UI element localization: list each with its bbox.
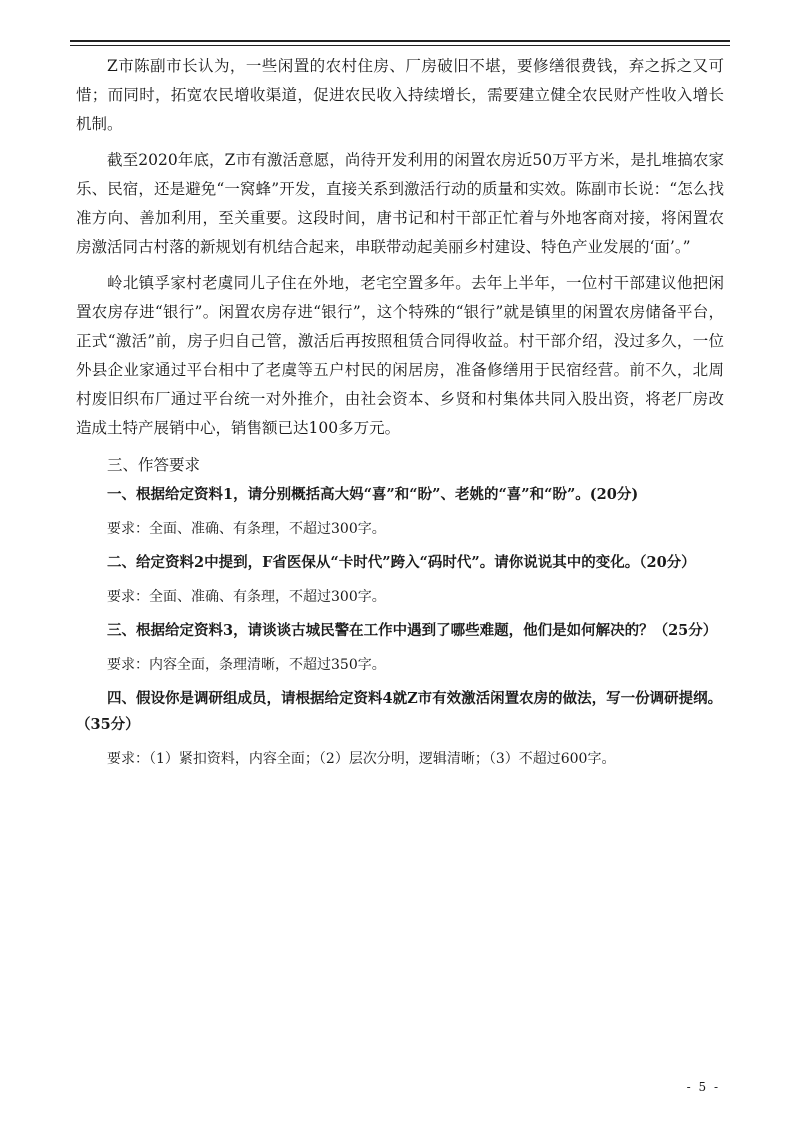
paragraph: 岭北镇孚家村老虞同儿子住在外地，老宅空置多年。去年上半年，一位村干部建议他把闲置农房存进“银行”。闲置农房存进“银行”，这个特殊的“银行”就是镇里的闲置农房储备平台，正式“激活”前，房子归自己管，激活后再按照租赁合同得收益。村干部介绍，没过多久，一位外县企业家通过平台相中了老虞等五户村民的闲居房，准备修缮用于民宿经营。前不久，北周村废旧织布厂通过平台统一对外推介，由社会资本、乡贤和村集体共同入股出资，将老厂房改造成土特产展销中心，销售额已达100多万元。 xyxy=(76,274,724,437)
question-2: 二、给定资料2中提到，F省医保从“卡时代”跨入“码时代”。请你说说其中的变化。（20分） xyxy=(107,554,696,571)
paragraph: Z市陈副市长认为，一些闲置的农村住房、厂房破旧不堪，要修缮很费钱，弃之拆之又可惜；而同时，拓宽农民增收渠道，促进农民收入持续增长，需要建立健全农民财产性收入增长机制。 xyxy=(76,57,724,133)
question-3-requirement: 要求：内容全面，条理清晰，不超过350字。 xyxy=(107,657,386,673)
document-body xyxy=(76,52,724,772)
header-rule-thick xyxy=(70,40,730,42)
header-rule-thin xyxy=(70,45,730,46)
question-2-requirement: 要求：全面、准确、有条理，不超过300字。 xyxy=(107,589,386,605)
section-title: 三、作答要求 xyxy=(107,456,201,474)
question-3: 三、根据给定资料3，请谈谈古城民警在工作中遇到了哪些难题，他们是如何解决的？（25分） xyxy=(107,622,718,639)
page-number: - 5 - xyxy=(686,1080,720,1094)
question-4-requirement: 要求：（1）紧扣资料，内容全面；（2）层次分明，逻辑清晰；（3）不超过600字。 xyxy=(107,751,616,767)
question-4: 四、假设你是调研组成员，请根据给定资料4就Z市有效激活闲置农房的做法，写一份调研提纲。（35分） xyxy=(76,690,723,733)
question-1-requirement: 要求：全面、准确、有条理，不超过300字。 xyxy=(107,521,386,537)
question-1: 一、根据给定资料1，请分别概括高大妈“喜”和“盼”、老姚的“喜”和“盼”。(20分) xyxy=(107,486,639,503)
paragraph: 截至2020年底，Z市有激活意愿，尚待开发利用的闲置农房近50万平方米，是扎堆搞农家乐、民宿，还是避免“一窝蜂”开发，直接关系到激活行动的质量和实效。陈副市长说：“怎么找准方向、善加利用，至关重要。这段时间，唐书记和村干部正忙着与外地客商对接，将闲置农房激活同古村落的新规划有机结合起来，串联带动起美丽乡村建设、特色产业发展的‘面’。” xyxy=(76,151,724,256)
